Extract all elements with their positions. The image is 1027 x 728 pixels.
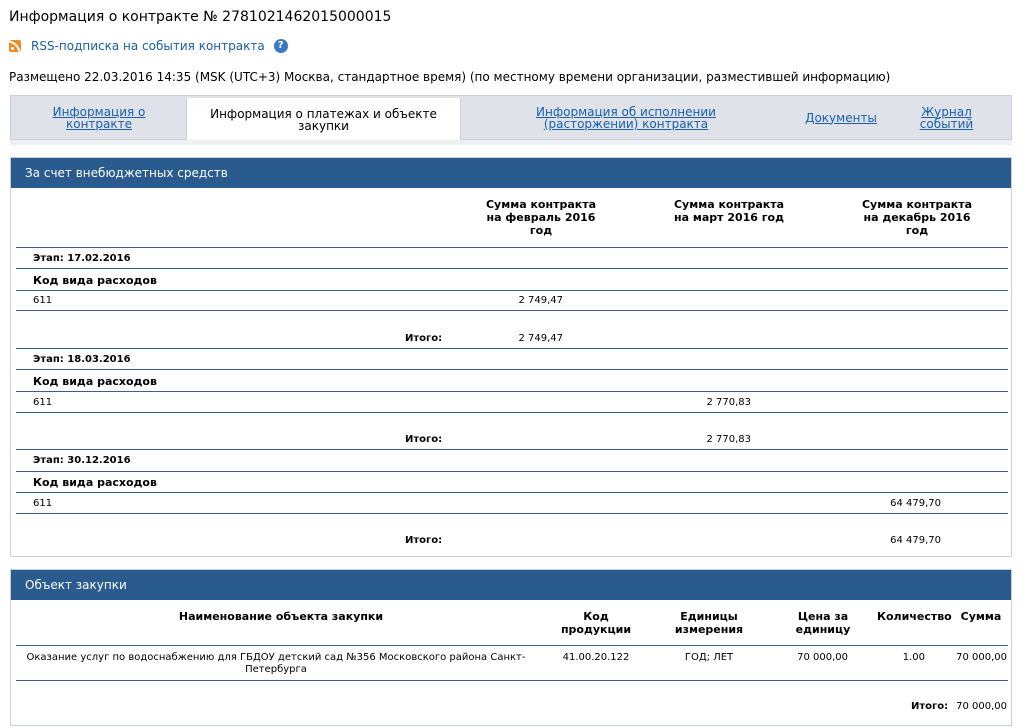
divider [16,290,1008,291]
object-sum: 70 000,00 [956,652,1007,663]
object-panel-title: Объект закупки [11,570,1011,600]
object-code: 41.00.20.122 [562,652,630,663]
rss-icon [9,40,21,52]
col-unit-header: Единицы измерения [674,610,744,636]
stage-label: Этап: 17.02.2016 [33,253,131,264]
stage-label: Этап: 30.12.2016 [33,455,131,466]
tab-payments-object[interactable]: Информация о платежах и объекте закупки [186,98,461,141]
rss-subscription-link[interactable]: RSS-подписка на события контракта [31,39,265,53]
total-mar: 2 770,83 [706,434,751,445]
divider [16,471,1008,472]
object-unit: ГОД; ЛЕТ [684,652,734,663]
divider [16,348,1008,349]
amount-mar: 2 770,83 [706,397,751,408]
col-code-header: Код продукции [560,610,632,636]
total-label: Итого: [405,434,443,445]
divider [16,513,1008,514]
total-label: Итого: [405,535,443,546]
stage-label: Этап: 18.03.2016 [33,354,131,365]
divider [16,645,1008,646]
tab-execution-info[interactable]: Информация об исполнении (расторжении) контракта [536,104,716,131]
tab-documents[interactable]: Документы [805,110,877,125]
tab-bar [10,95,1012,140]
col-price-header: Цена за единицу [795,610,851,636]
object-total: 70 000,00 [956,701,1007,712]
divider [16,268,1008,269]
help-icon[interactable]: ? [274,39,288,53]
amount-dec: 64 479,70 [890,498,941,509]
divider [16,247,1008,248]
col-feb-header: Сумма контракта на февраль 2016 год [485,198,597,237]
divider [16,412,1008,413]
object-total-label: Итого: [911,701,949,712]
divider [16,449,1008,450]
divider [16,680,1008,681]
budget-panel [10,157,1012,557]
amount-feb: 2 749,47 [518,295,563,306]
page-title: Информация о контракте № 2781021462015000015 [9,9,392,25]
object-name: Оказание услуг по водоснабжению для ГБДОУ детский сад №356 Московского района Санкт-Петербурга [26,652,526,675]
tab-contract-info[interactable]: Информация о контракте [52,104,146,131]
total-dec: 64 479,70 [890,535,941,546]
object-price: 70 000,00 [797,652,848,663]
divider [16,369,1008,370]
col-mar-header: Сумма контракта на март 2016 год [673,198,785,224]
object-qty: 1.00 [902,652,925,663]
divider [16,310,1008,311]
tab-event-log[interactable]: Журнал событий [919,104,974,131]
col-dec-header: Сумма контракта на декабрь 2016 год [861,198,973,237]
code-header: Код вида расходов [33,274,157,287]
code-value: 611 [33,498,53,509]
total-label: Итого: [405,333,443,344]
col-sum-header: Сумма [960,610,1002,623]
total-feb: 2 749,47 [518,333,563,344]
col-name-header: Наименование объекта закупки [178,610,384,623]
rss-row [9,39,288,53]
code-header: Код вида расходов [33,476,157,489]
divider [16,492,1008,493]
tab-bar-bottom [10,140,1012,145]
budget-panel-title: За счет внебюджетных средств [11,158,1011,188]
code-value: 611 [33,397,53,408]
code-header: Код вида расходов [33,375,157,388]
col-qty-header: Количество [877,610,952,623]
posted-info: Размещено 22.03.2016 14:35 (MSK (UTC+3) Москва, стандартное время) (по местному времени организации, разместившей информацию) [9,70,891,84]
divider [16,391,1008,392]
code-value: 611 [33,295,53,306]
object-panel [10,569,1012,726]
